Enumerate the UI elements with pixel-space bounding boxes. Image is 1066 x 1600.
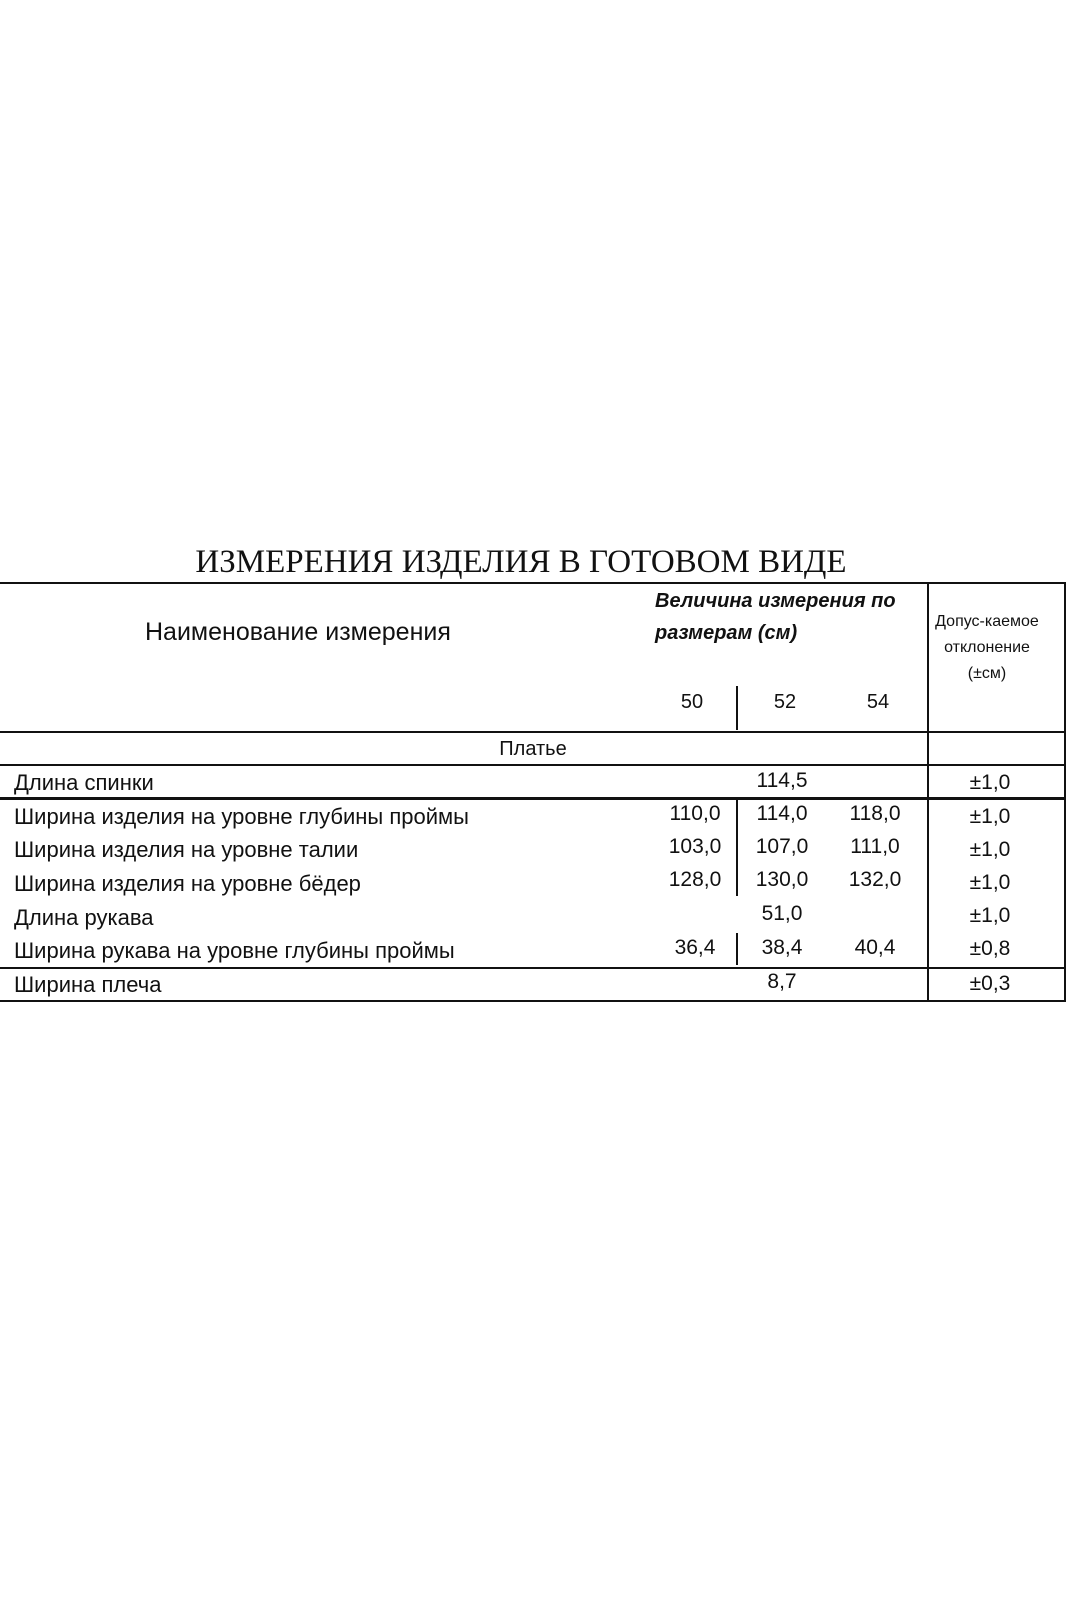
value-size-54: 40,4 — [854, 936, 896, 959]
size-divider — [736, 686, 738, 730]
value-size-52: 130,0 — [755, 868, 809, 891]
value-size-54: 111,0 — [850, 835, 900, 858]
row-name: Ширина рукава на уровне глубины проймы — [14, 938, 455, 963]
row-name: Длина рукава — [14, 905, 154, 930]
header-tolerance-column: Допус-каемое отклонение (±см) — [935, 613, 1039, 682]
tolerance-value: ±1,0 — [969, 805, 1011, 828]
size-54-header: 54 — [866, 691, 890, 713]
merged-value: 8,7 — [767, 970, 797, 993]
row-name: Ширина плеча — [14, 972, 162, 997]
size-52-header: 52 — [773, 691, 797, 713]
header-bottom-border — [0, 731, 1066, 733]
value-size-54: 132,0 — [848, 868, 902, 891]
section-label: Платье — [499, 738, 567, 760]
section-bottom-border — [0, 764, 1066, 766]
tolerance-value: ±0,8 — [969, 937, 1011, 960]
page-title — [0, 543, 1066, 581]
tolerance-value: ±1,0 — [969, 904, 1011, 927]
table-bottom-border — [0, 1000, 1066, 1002]
row-name: Длина спинки — [14, 770, 154, 795]
merged-value: 114,5 — [756, 769, 808, 792]
tolerance-value: ±1,0 — [969, 838, 1011, 861]
value-size-52: 38,4 — [761, 936, 803, 959]
row-name: Ширина изделия на уровне талии — [14, 837, 359, 862]
table-top-border — [0, 582, 1066, 584]
value-size-54: 118,0 — [849, 802, 901, 825]
header-values-column: Величина измерения по размерам (см) — [655, 590, 896, 644]
header-name-column: Наименование измерения — [145, 618, 451, 646]
value-size-52: 114,0 — [756, 802, 808, 825]
tolerance-value: ±0,3 — [969, 972, 1011, 995]
title-text: ИЗМЕРЕНИЯ ИЗДЕЛИЯ В ГОТОВОМ ВИДЕ — [195, 544, 847, 580]
tolerance-value: ±1,0 — [969, 771, 1011, 794]
value-size-50: 110,0 — [669, 802, 721, 825]
value-size-50: 103,0 — [668, 835, 722, 858]
size-50-header: 50 — [680, 691, 704, 713]
row-name: Ширина изделия на уровне бёдер — [14, 871, 361, 896]
value-size-52: 107,0 — [755, 835, 809, 858]
value-size-50: 36,4 — [674, 936, 716, 959]
value-size-50: 128,0 — [668, 868, 722, 891]
tolerance-value: ±1,0 — [969, 871, 1011, 894]
merged-value: 51,0 — [761, 902, 803, 925]
row-name: Ширина изделия на уровне глубины проймы — [14, 804, 469, 829]
row-divider-shoulder — [0, 967, 1066, 969]
